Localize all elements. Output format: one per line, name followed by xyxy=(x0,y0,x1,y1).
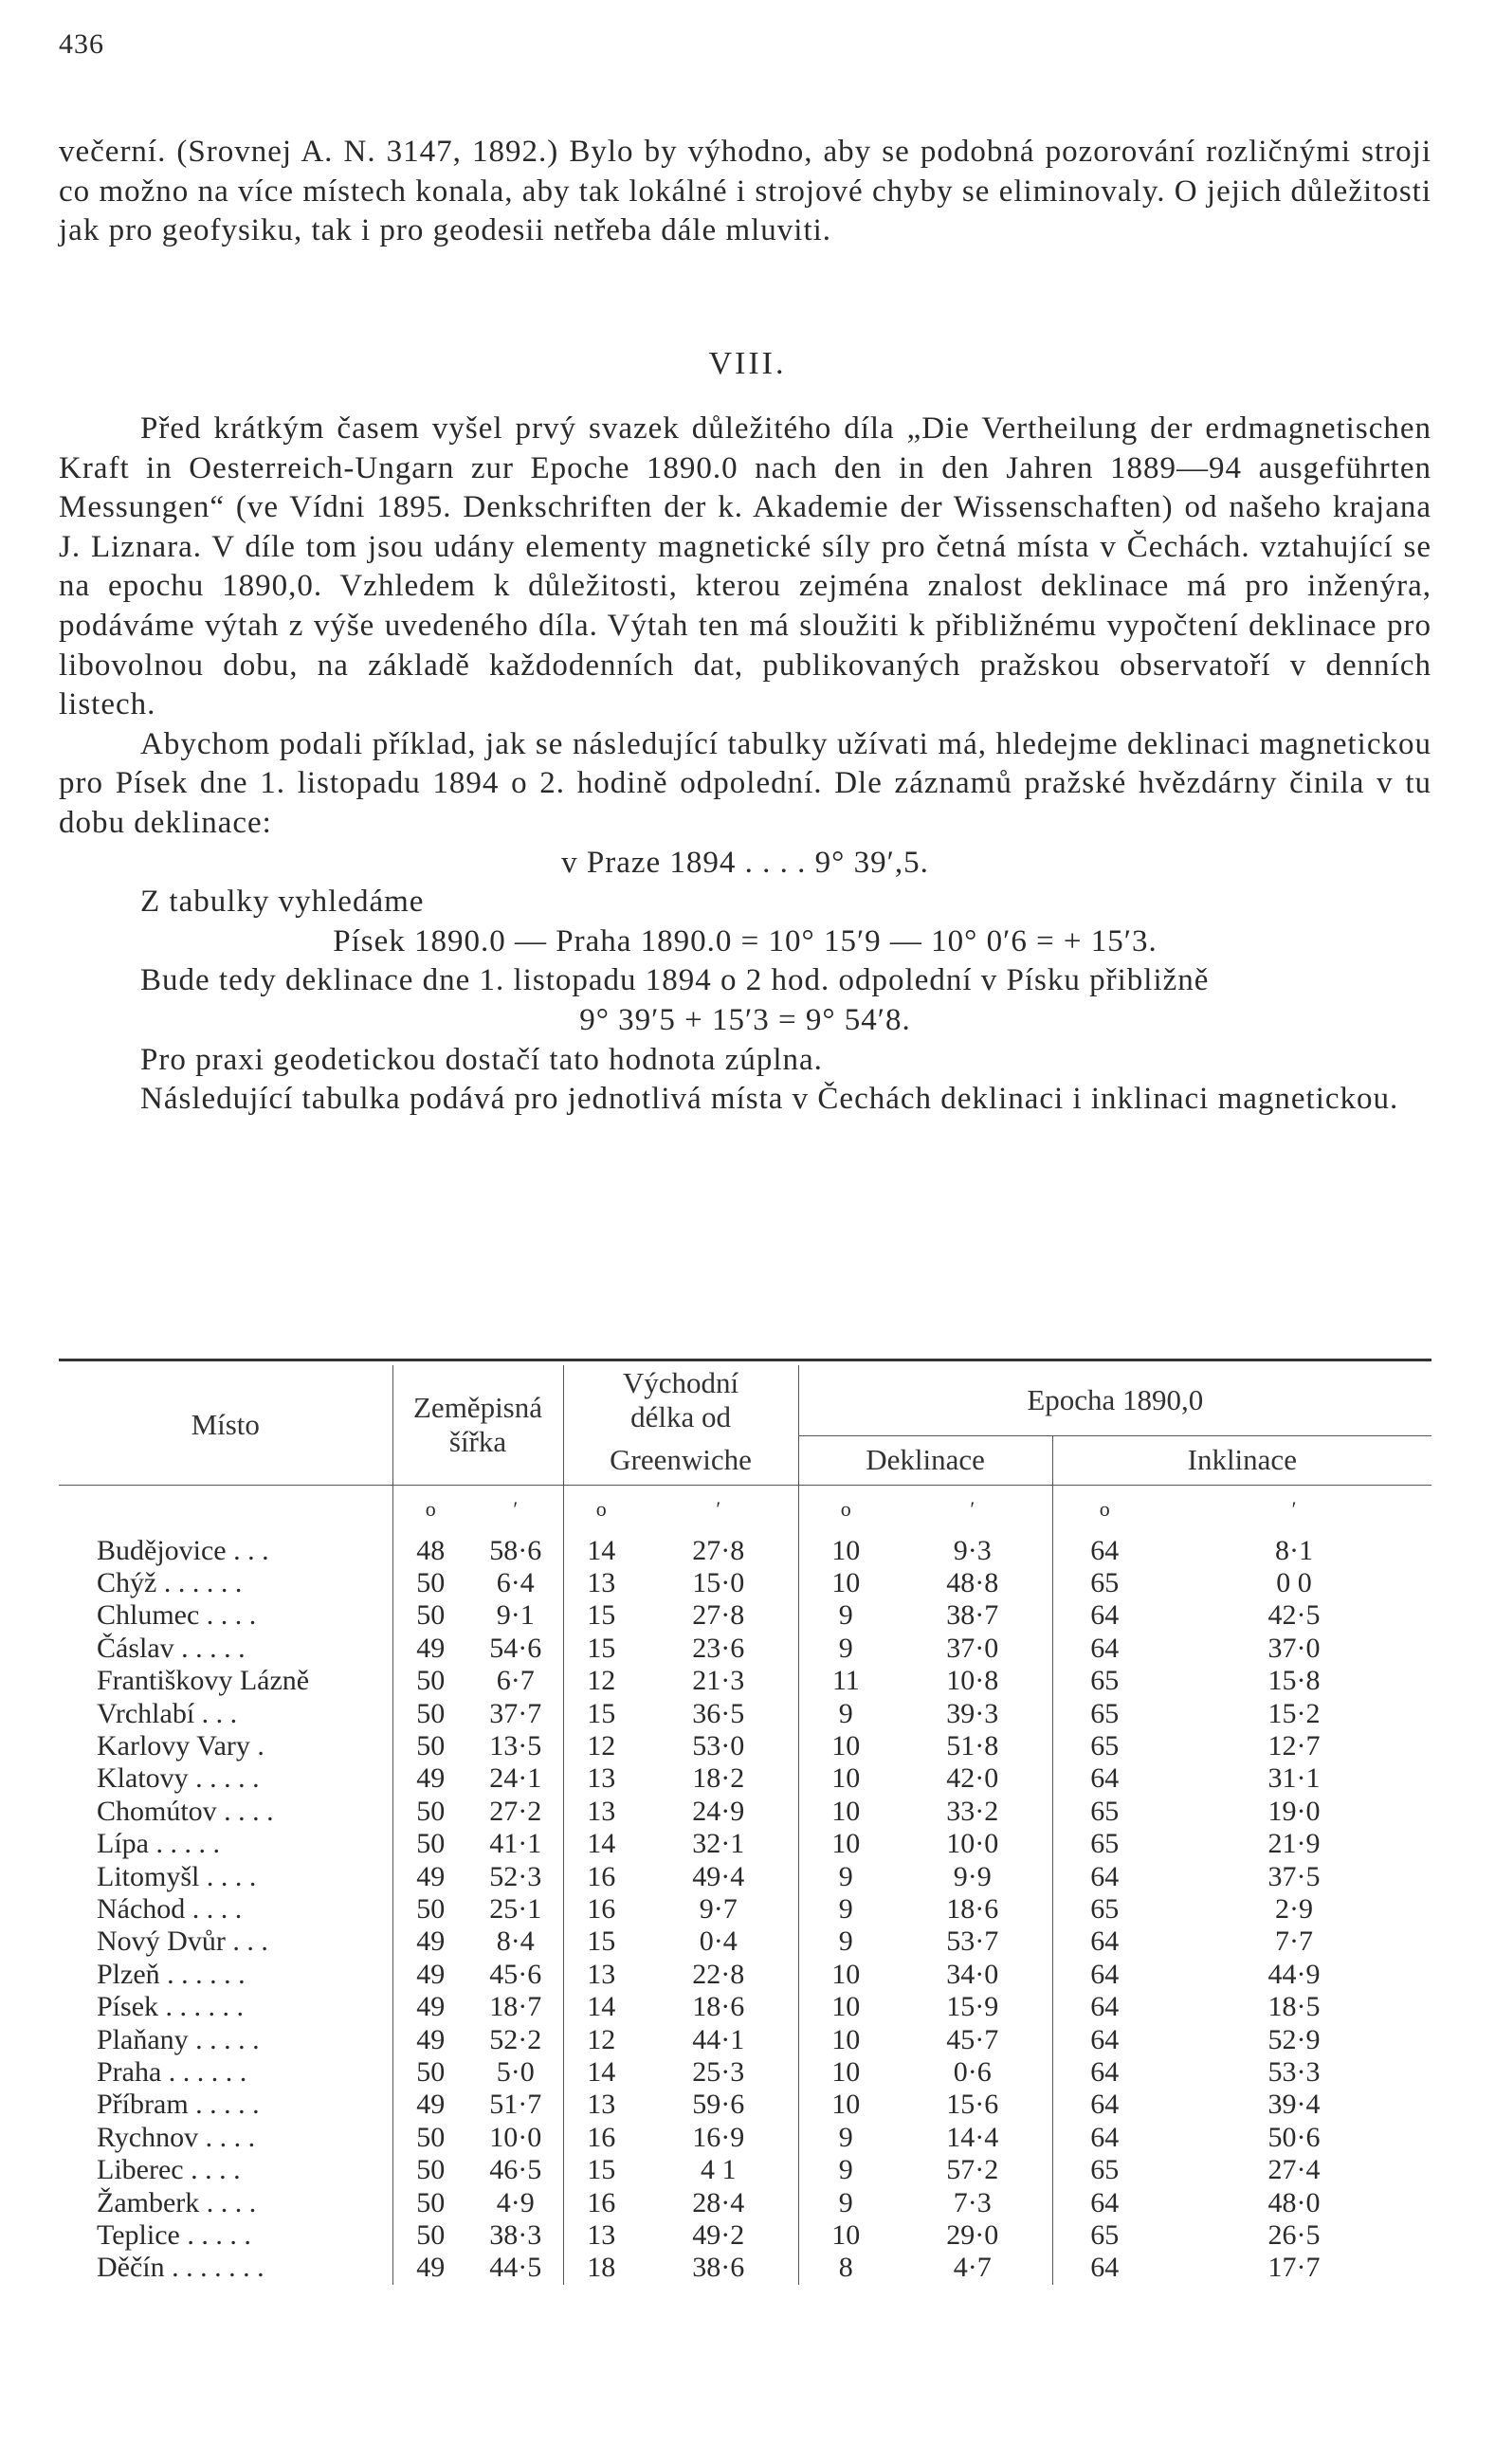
table-row xyxy=(59,2219,1431,2252)
cell-place: Nový Dvůr . . . xyxy=(97,1926,268,1958)
cell-inc-m: 44·9 xyxy=(1267,1958,1321,1990)
find-line: Z tabulky vyhledáme xyxy=(140,885,425,920)
cell-place: Plaňany . . . . . xyxy=(97,2023,260,2055)
cell-dec-m: 48·8 xyxy=(946,1566,999,1598)
cell-inc-m: 39·4 xyxy=(1267,2089,1321,2121)
cell-inc-m: 18·5 xyxy=(1267,1991,1321,2023)
cell-lat-d: 49 xyxy=(392,1959,468,1991)
cell-inc-m: 52·9 xyxy=(1267,2023,1321,2055)
table-row xyxy=(59,1762,1431,1795)
cell-place: Písek . . . . . . xyxy=(97,1991,245,2023)
cell-lat-m: 6·7 xyxy=(496,1665,535,1697)
cell-dec-m: 14·4 xyxy=(946,2121,999,2153)
paragraph-1: večerní. (Srovnej A. N. 3147, 1892.) Bylo by výhodno, aby se podobná pozorování rozličnými stroji co možno na více místech konala, aby tak lokálné i strojové chyby se eliminovaly. O jejich důležitosti jak pro geofysiku, tak i pro geodesii netřeba dále mluviti. xyxy=(59,135,1431,248)
cell-inc-m: 31·1 xyxy=(1267,1762,1321,1795)
cell-inc-d: 64 xyxy=(1052,2187,1157,2219)
unit-minute: ′ xyxy=(893,1485,1052,1535)
table-top-rule xyxy=(59,1359,1431,1361)
cell-lat-d: 50 xyxy=(392,2154,468,2186)
cell-inc-d: 64 xyxy=(1052,2122,1157,2154)
cell-lat-m: 38·3 xyxy=(489,2219,542,2252)
cell-inc-d: 64 xyxy=(1052,2056,1157,2089)
cell-dec-m: 7·3 xyxy=(953,2186,992,2218)
paragraph-2: Před krátkým časem vyšel prvý svazek důležitého díla „Die Vertheilung der erdmagnetischen Kraft in Oesterreich-Ungarn zur Epoche 1890.0 nach den in den Jahren 1889—94 ausgeführten Messungen“ (ve Vídni 1895. Denkschriften der k. Akademie der Wissenschaften) od našeho krajana J. Liznara. V díle tom jsou udány elementy magnetické síly pro četná místa v Čechách. vztahující se na epochu 1890,0. Vzhledem k důležitosti, kterou zejména znalost deklinace má pro inženýra, podáváme výtah z výše uvedeného díla. Výtah ten má sloužiti k přibližnému vypočtení deklinace pro libovolnou dobu, na základě každodenních dat, publikovaných pražskou observatoří v denních listech. xyxy=(59,411,1431,722)
cell-lat-d: 50 xyxy=(392,2122,468,2154)
cell-lon-d: 15 xyxy=(563,1926,639,1958)
cell-dec-d: 11 xyxy=(798,1665,893,1697)
cell-lat-m: 4·9 xyxy=(496,2186,535,2218)
cell-lon-m: 15·0 xyxy=(692,1566,745,1598)
cell-lon-m: 18·6 xyxy=(692,1991,745,2023)
cell-dec-d: 9 xyxy=(798,1893,893,1926)
cell-inc-m: 48·0 xyxy=(1267,2186,1321,2218)
cell-lat-m: 18·7 xyxy=(489,1991,542,2023)
cell-lon-m: 49·4 xyxy=(692,1860,745,1892)
section-text xyxy=(59,410,1431,1120)
cell-place: Vrchlabí . . . xyxy=(97,1697,238,1729)
header-inclination: Inklinace xyxy=(1052,1435,1431,1485)
cell-lat-m: 9·1 xyxy=(496,1599,535,1632)
cell-lat-d: 49 xyxy=(392,1991,468,2023)
cell-inc-m: 2·9 xyxy=(1275,1892,1314,1925)
cell-inc-m: 37·5 xyxy=(1267,1860,1321,1892)
cell-inc-d: 64 xyxy=(1052,1599,1157,1632)
cell-lon-m: 22·8 xyxy=(692,1958,745,1990)
cell-lon-d: 13 xyxy=(563,1567,639,1599)
cell-lat-m: 5·0 xyxy=(496,2056,535,2088)
cell-lon-m: 28·4 xyxy=(692,2186,745,2218)
cell-dec-m: 42·0 xyxy=(946,1762,999,1795)
cell-lon-d: 12 xyxy=(563,1665,639,1697)
cell-inc-d: 64 xyxy=(1052,1535,1157,1567)
cell-lat-d: 50 xyxy=(392,1796,468,1828)
table-row xyxy=(59,2056,1431,2089)
cell-dec-m: 15·6 xyxy=(946,2089,999,2121)
table-row xyxy=(59,1926,1431,1958)
cell-inc-m: 7·7 xyxy=(1275,1926,1314,1958)
cell-dec-d: 10 xyxy=(798,1796,893,1828)
cell-inc-m: 27·4 xyxy=(1267,2154,1321,2186)
prague-line: v Praze 1894 . . . . 9° 39′,5. xyxy=(561,845,929,880)
cell-dec-m: 9·9 xyxy=(953,1860,992,1892)
cell-inc-d: 65 xyxy=(1052,1893,1157,1926)
cell-dec-m: 10·8 xyxy=(946,1665,999,1697)
cell-dec-m: 34·0 xyxy=(946,1958,999,1990)
cell-lat-m: 10·0 xyxy=(489,2121,542,2153)
cell-lat-m: 52·3 xyxy=(489,1860,542,1892)
cell-dec-m: 45·7 xyxy=(946,2023,999,2055)
cell-lon-d: 13 xyxy=(563,1796,639,1828)
cell-lat-d: 50 xyxy=(392,1893,468,1926)
cell-lon-m: 53·0 xyxy=(692,1729,745,1761)
cell-inc-m: 21·9 xyxy=(1267,1828,1321,1860)
cell-dec-d: 8 xyxy=(798,2252,893,2284)
cell-lon-m: 25·3 xyxy=(692,2056,745,2088)
cell-lon-d: 13 xyxy=(563,1959,639,1991)
cell-place: Čáslav . . . . . xyxy=(97,1632,246,1664)
cell-lat-m: 24·1 xyxy=(489,1762,542,1795)
cell-inc-d: 64 xyxy=(1052,2252,1157,2284)
cell-inc-m: 17·7 xyxy=(1267,2252,1321,2284)
table-row xyxy=(59,1535,1431,1567)
header-epoch: Epocha 1890,0 xyxy=(798,1365,1431,1435)
cell-lon-m: 0·4 xyxy=(699,1926,738,1958)
cell-dec-d: 10 xyxy=(798,1762,893,1795)
cell-place: Lípa . . . . . xyxy=(97,1828,220,1860)
result-line: 9° 39′5 + 15′3 = 9° 54′8. xyxy=(579,1002,911,1037)
cell-place: Chlumec . . . . xyxy=(97,1599,257,1632)
cell-lon-m: 18·2 xyxy=(692,1762,745,1795)
note-1: Pro praxi geodetickou dostačí tato hodnota zúplna. xyxy=(140,1042,823,1077)
table-row xyxy=(59,1959,1431,1991)
unit-minute: ′ xyxy=(1157,1485,1431,1535)
cell-lon-d: 12 xyxy=(563,2024,639,2056)
cell-lon-m: 36·5 xyxy=(692,1697,745,1729)
cell-dec-d: 9 xyxy=(798,1926,893,1958)
difference-line: Písek 1890.0 — Praha 1890.0 = 10° 15′9 — 10° 0′6 = + 15′3. xyxy=(333,923,1158,958)
unit-degree: o xyxy=(563,1485,639,1535)
cell-inc-d: 64 xyxy=(1052,1926,1157,1958)
cell-inc-d: 64 xyxy=(1052,1861,1157,1893)
cell-inc-m: 26·5 xyxy=(1267,2219,1321,2252)
cell-lon-d: 15 xyxy=(563,1698,639,1730)
cell-dec-d: 10 xyxy=(798,1828,893,1860)
cell-lat-d: 50 xyxy=(392,2187,468,2219)
cell-inc-m: 15·2 xyxy=(1267,1697,1321,1729)
cell-place: Karlovy Vary . xyxy=(97,1729,264,1761)
cell-lat-d: 50 xyxy=(392,1698,468,1730)
cell-dec-d: 10 xyxy=(798,2219,893,2252)
cell-lat-d: 49 xyxy=(392,2024,468,2056)
cell-inc-m: 15·8 xyxy=(1267,1665,1321,1697)
cell-lon-m: 49·2 xyxy=(692,2219,745,2252)
cell-lat-d: 50 xyxy=(392,1599,468,1632)
note-2: Následující tabulka podává pro jednotlivá místa v Čechách deklinaci i inklinaci magnetickou. xyxy=(140,1082,1399,1117)
cell-lat-d: 49 xyxy=(392,1926,468,1958)
cell-dec-m: 10·0 xyxy=(946,1828,999,1860)
table-row xyxy=(59,1599,1431,1632)
cell-lat-d: 49 xyxy=(392,2252,468,2284)
cell-lat-m: 52·2 xyxy=(489,2023,542,2055)
cell-dec-m: 4·7 xyxy=(953,2252,992,2284)
intro-text xyxy=(59,133,1431,251)
header-declination: Deklinace xyxy=(798,1435,1052,1485)
cell-dec-d: 9 xyxy=(798,1861,893,1893)
cell-lon-d: 14 xyxy=(563,2056,639,2089)
cell-dec-d: 9 xyxy=(798,1633,893,1665)
unit-degree: o xyxy=(798,1485,893,1535)
cell-place: Litomyšl . . . . xyxy=(97,1860,257,1892)
cell-lon-m: 32·1 xyxy=(692,1828,745,1860)
cell-inc-d: 64 xyxy=(1052,1633,1157,1665)
cell-lon-d: 13 xyxy=(563,1762,639,1795)
cell-lat-d: 50 xyxy=(392,2219,468,2252)
cell-place: Budějovice . . . xyxy=(97,1534,269,1566)
cell-place: Plzeň . . . . . . xyxy=(97,1958,246,1990)
cell-lon-m: 44·1 xyxy=(692,2023,745,2055)
table-row xyxy=(59,1861,1431,1893)
cell-inc-d: 64 xyxy=(1052,1762,1157,1795)
cell-dec-m: 0·6 xyxy=(953,2056,992,2088)
table-row xyxy=(59,2122,1431,2154)
cell-dec-d: 9 xyxy=(798,2187,893,2219)
cell-lat-m: 46·5 xyxy=(489,2154,542,2186)
cell-lon-d: 18 xyxy=(563,2252,639,2284)
cell-inc-d: 64 xyxy=(1052,1959,1157,1991)
cell-inc-m: 50·6 xyxy=(1267,2121,1321,2153)
cell-inc-m: 37·0 xyxy=(1267,1632,1321,1664)
cell-dec-d: 9 xyxy=(798,2122,893,2154)
cell-lat-d: 50 xyxy=(392,1828,468,1860)
cell-dec-m: 39·3 xyxy=(946,1697,999,1729)
unit-degree: o xyxy=(392,1485,468,1535)
paragraph-3: Abychom podali příklad, jak se následující tabulky užívati má, hledejme deklinaci magnetickou pro Písek dne 1. listopadu 1894 o 2. hodině odpolední. Dle záznamů pražské hvězdárny činila v tu dobu deklinace: xyxy=(59,726,1431,840)
cell-lat-d: 48 xyxy=(392,1535,468,1567)
cell-inc-d: 65 xyxy=(1052,2154,1157,2186)
cell-dec-d: 10 xyxy=(798,1567,893,1599)
table-row xyxy=(59,2252,1431,2284)
cell-lon-m: 27·8 xyxy=(692,1599,745,1632)
header-place: Místo xyxy=(191,1407,260,1441)
cell-dec-d: 10 xyxy=(798,1959,893,1991)
cell-lat-m: 6·4 xyxy=(496,1566,535,1598)
cell-dec-d: 9 xyxy=(798,2154,893,2186)
header-latitude: Zeměpisná šířka xyxy=(392,1365,563,1485)
section-heading: VIII. xyxy=(708,346,787,381)
cell-lon-d: 16 xyxy=(563,2122,639,2154)
unit-row xyxy=(59,1485,1431,1535)
cell-lat-m: 54·6 xyxy=(489,1632,542,1664)
cell-lon-m: 59·6 xyxy=(692,2089,745,2121)
unit-degree: o xyxy=(1052,1485,1157,1535)
cell-place: Rychnov . . . . xyxy=(97,2121,256,2153)
cell-lat-m: 41·1 xyxy=(489,1828,542,1860)
unit-minute: ′ xyxy=(468,1485,563,1535)
cell-inc-d: 65 xyxy=(1052,2219,1157,2252)
cell-lat-d: 50 xyxy=(392,1730,468,1762)
cell-inc-d: 64 xyxy=(1052,2089,1157,2121)
cell-dec-m: 38·7 xyxy=(946,1599,999,1632)
cell-lat-m: 45·6 xyxy=(489,1958,542,1990)
cell-inc-d: 65 xyxy=(1052,1567,1157,1599)
cell-lat-d: 50 xyxy=(392,2056,468,2089)
table-body xyxy=(59,1485,1431,2285)
cell-inc-d: 65 xyxy=(1052,1796,1157,1828)
cell-lon-m: 9·7 xyxy=(699,1892,738,1925)
cell-inc-d: 65 xyxy=(1052,1665,1157,1697)
cell-dec-m: 15·9 xyxy=(946,1991,999,2023)
cell-lat-d: 50 xyxy=(392,1567,468,1599)
unit-minute: ′ xyxy=(639,1485,798,1535)
cell-inc-d: 64 xyxy=(1052,2024,1157,2056)
cell-lon-m: 21·3 xyxy=(692,1665,745,1697)
table-row xyxy=(59,1828,1431,1860)
header-longitude-line-2: délka od xyxy=(630,1400,731,1433)
cell-dec-d: 10 xyxy=(798,2024,893,2056)
cell-lon-d: 16 xyxy=(563,1893,639,1926)
cell-dec-d: 10 xyxy=(798,2056,893,2089)
cell-lon-d: 16 xyxy=(563,1861,639,1893)
cell-place: Teplice . . . . . xyxy=(97,2219,251,2252)
cell-place: Chomútov . . . . xyxy=(97,1795,274,1827)
cell-lat-m: 37·7 xyxy=(489,1697,542,1729)
header-longitude xyxy=(563,1365,798,1435)
cell-place: Praha . . . . . . xyxy=(97,2056,247,2088)
cell-place: Příbram . . . . . xyxy=(97,2089,260,2121)
cell-dec-d: 10 xyxy=(798,1730,893,1762)
cell-dec-m: 33·2 xyxy=(946,1795,999,1827)
cell-place: Náchod . . . . xyxy=(97,1892,243,1925)
cell-inc-m: 42·5 xyxy=(1267,1599,1321,1632)
cell-place: Chýž . . . . . . xyxy=(97,1566,243,1598)
cell-lon-m: 4 1 xyxy=(701,2154,737,2186)
cell-lon-d: 16 xyxy=(563,2187,639,2219)
cell-inc-m: 19·0 xyxy=(1267,1795,1321,1827)
cell-inc-m: 8·1 xyxy=(1275,1534,1314,1566)
cell-dec-d: 9 xyxy=(798,1698,893,1730)
cell-lat-m: 51·7 xyxy=(489,2089,542,2121)
table-row xyxy=(59,1698,1431,1730)
cell-lat-d: 49 xyxy=(392,1762,468,1795)
cell-lat-d: 50 xyxy=(392,1665,468,1697)
table-row xyxy=(59,2089,1431,2121)
cell-dec-m: 51·8 xyxy=(946,1729,999,1761)
cell-lat-m: 25·1 xyxy=(489,1892,542,1925)
cell-lat-m: 58·6 xyxy=(489,1534,542,1566)
table-row xyxy=(59,2024,1431,2056)
cell-inc-d: 65 xyxy=(1052,1698,1157,1730)
table-row xyxy=(59,1633,1431,1665)
table-row xyxy=(59,1893,1431,1926)
cell-lon-d: 13 xyxy=(563,2089,639,2121)
cell-lat-m: 13·5 xyxy=(489,1729,542,1761)
cell-lon-d: 13 xyxy=(563,2219,639,2252)
cell-lon-d: 14 xyxy=(563,1828,639,1860)
header-longitude-line-1: Východní xyxy=(622,1366,739,1399)
cell-place: Liberec . . . . xyxy=(97,2154,241,2186)
cell-dec-m: 9·3 xyxy=(953,1534,992,1566)
table-row xyxy=(59,1796,1431,1828)
cell-lon-m: 24·9 xyxy=(692,1795,745,1827)
magnetic-table xyxy=(59,1365,1431,2285)
cell-lon-m: 27·8 xyxy=(692,1534,745,1566)
cell-lat-d: 49 xyxy=(392,1633,468,1665)
cell-lon-m: 38·6 xyxy=(692,2252,745,2284)
cell-dec-d: 10 xyxy=(798,1991,893,2023)
cell-inc-m: 53·3 xyxy=(1267,2056,1321,2088)
table-row xyxy=(59,1730,1431,1762)
cell-lon-d: 14 xyxy=(563,1535,639,1567)
cell-dec-d: 9 xyxy=(798,1599,893,1632)
cell-lat-d: 49 xyxy=(392,1861,468,1893)
cell-dec-m: 37·0 xyxy=(946,1632,999,1664)
cell-inc-d: 65 xyxy=(1052,1828,1157,1860)
cell-dec-m: 29·0 xyxy=(946,2219,999,2252)
cell-lon-d: 14 xyxy=(563,1991,639,2023)
table-row xyxy=(59,2154,1431,2186)
cell-place: Děčín . . . . . . . xyxy=(97,2252,264,2284)
cell-lon-m: 23·6 xyxy=(692,1632,745,1664)
cell-dec-d: 10 xyxy=(798,2089,893,2121)
cell-lat-m: 8·4 xyxy=(496,1926,535,1958)
cell-place: Klatovy . . . . . xyxy=(97,1762,260,1795)
cell-inc-m: 0 0 xyxy=(1276,1566,1312,1598)
cell-inc-d: 64 xyxy=(1052,1991,1157,2023)
table-row xyxy=(59,1665,1431,1697)
page-number: 436 xyxy=(59,28,104,60)
cell-lon-d: 15 xyxy=(563,1633,639,1665)
cell-inc-d: 65 xyxy=(1052,1730,1157,1762)
cell-lon-d: 15 xyxy=(563,1599,639,1632)
cell-lon-m: 16·9 xyxy=(692,2121,745,2153)
table-row xyxy=(59,1991,1431,2023)
cell-place: Františkovy Lázně xyxy=(97,1665,310,1697)
header-longitude-line-3: Greenwiche xyxy=(563,1435,798,1485)
table-row xyxy=(59,1567,1431,1599)
cell-dec-m: 57·2 xyxy=(946,2154,999,2186)
result-intro: Bude tedy deklinace dne 1. listopadu 1894 o 2 hod. odpolední v Písku přibližně xyxy=(140,963,1210,998)
cell-lat-d: 49 xyxy=(392,2089,468,2121)
cell-lat-m: 44·5 xyxy=(489,2252,542,2284)
table-row xyxy=(59,2187,1431,2219)
cell-lon-d: 12 xyxy=(563,1730,639,1762)
cell-place: Žamberk . . . . xyxy=(97,2186,257,2218)
cell-lon-d: 15 xyxy=(563,2154,639,2186)
cell-dec-d: 10 xyxy=(798,1535,893,1567)
cell-dec-m: 53·7 xyxy=(946,1926,999,1958)
cell-lat-m: 27·2 xyxy=(489,1795,542,1827)
cell-dec-m: 18·6 xyxy=(946,1892,999,1925)
cell-inc-m: 12·7 xyxy=(1267,1729,1321,1761)
